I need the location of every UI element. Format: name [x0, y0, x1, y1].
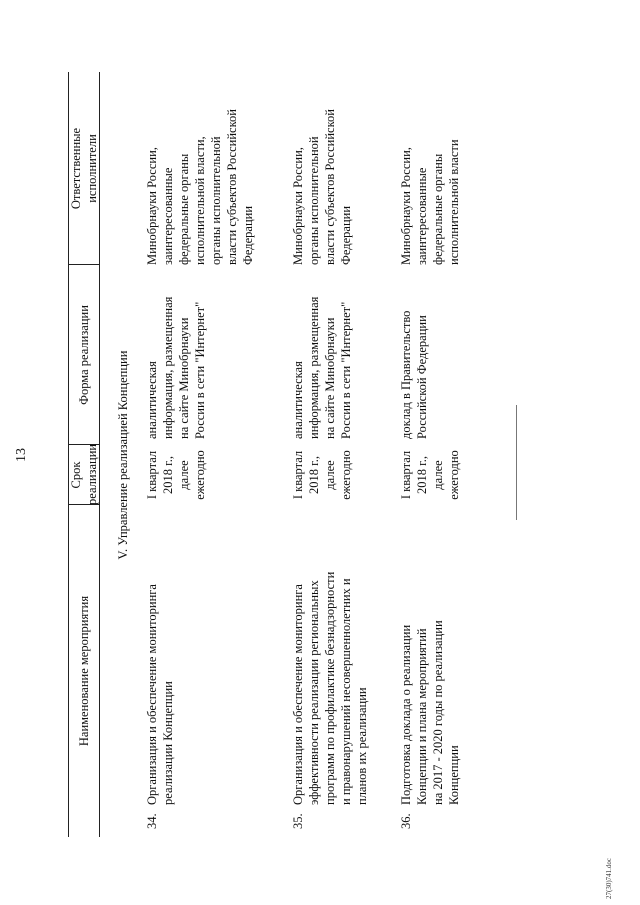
row-form: аналитическая информация, размещенная на сайте Минобрнауки России в сети "Интернет"	[291, 296, 353, 439]
row-term: I квартал 2018 г., далее ежегодно	[291, 450, 353, 500]
page-number: 13	[14, 448, 29, 462]
footer-filename: 27(30)741.doc	[605, 857, 613, 899]
end-separator-line	[516, 405, 517, 520]
row-name: Организация и обеспечение мониторинга эффективности реализации региональных программ по профилактике безнадзорности и правонарушений несовершеннолетних и планов их реализации	[291, 571, 369, 805]
row-term: I квартал 2018 г., далее ежегодно	[399, 450, 461, 500]
row-name: Подготовка доклада о реализации Концепции и плана мероприятий на 2017 - 2020 годы по реализации Концепции	[399, 620, 461, 805]
header-term: Срок реализации	[69, 443, 99, 505]
row-executors: Минобрнауки России, органы исполнительной власти субъектов Российской Федерации	[291, 109, 353, 265]
header-executors: Ответственные исполнители	[69, 127, 99, 210]
row-executors: Минобрнауки России, заинтересованные федеральные органы исполнительной власти	[399, 139, 461, 265]
row-form: аналитическая информация, размещенная на сайте Минобрнауки России в сети "Интернет"	[145, 296, 207, 439]
row-number: 34.	[145, 813, 159, 829]
row-name: Организация и обеспечение мониторинга реализации Концепции	[145, 584, 175, 805]
header-name: Наименование мероприятия	[77, 595, 91, 747]
row-form: доклад в Правительство Российской Федерации	[399, 310, 429, 439]
section-title: V. Управление реализацией Концепции	[116, 350, 130, 560]
row-number: 36.	[399, 813, 413, 829]
row-number: 35.	[291, 813, 305, 829]
row-executors: Минобрнауки России, заинтересованные федеральные органы исполнительной власти, органы исполнительной власти субъектов Российской Федерации	[145, 109, 255, 265]
row-term: I квартал 2018 г., далее ежегодно	[145, 450, 207, 500]
header-form: Форма реализации	[77, 305, 91, 405]
